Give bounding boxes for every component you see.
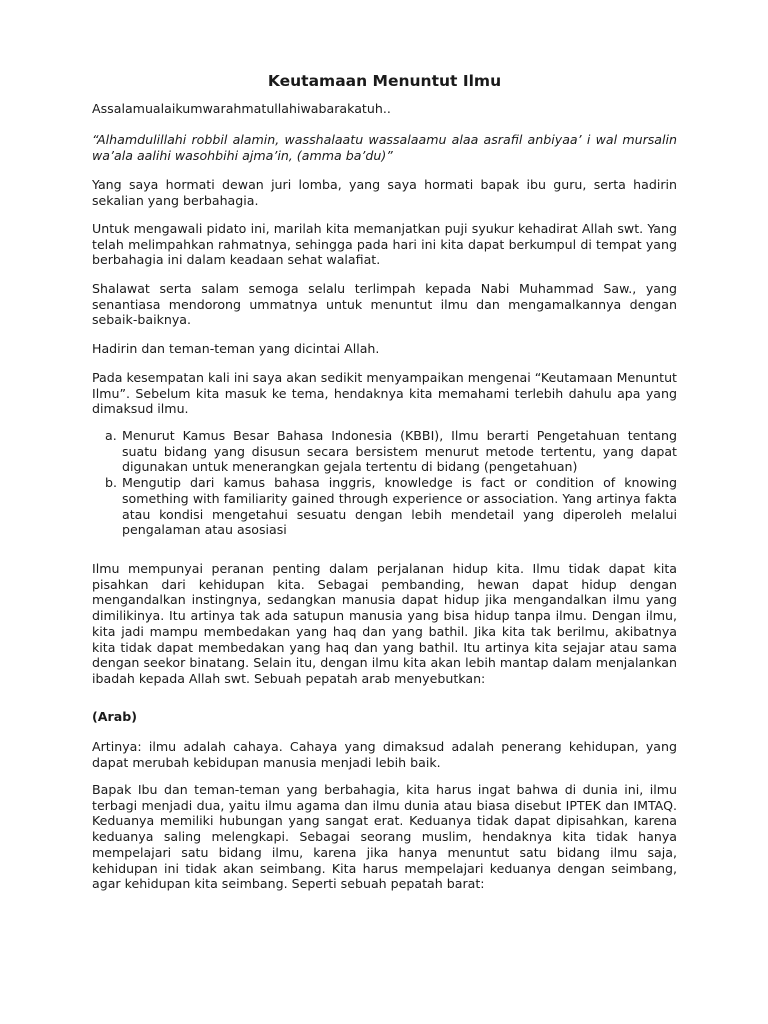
list-marker: b.	[105, 475, 117, 491]
document-title: Keutamaan Menuntut Ilmu	[267, 72, 502, 90]
list-item-text: Menurut Kamus Besar Bahasa Indonesia (KBBI), Ilmu berarti Pengetahuan tentang suatu bidang yang disusun secara bersistem menurut metode tertentu, yang dapat digunakan untuk menerangkan gejala tertentu di bidang (pengetahuan)	[122, 428, 677, 475]
topic-paragraph: Pada kesempatan kali ini saya akan sedikit menyampaikan mengenai “Keutamaan Menuntut Ilmu”. Sebelum kita masuk ke tema, hendaknya kita memahami terlebih dahulu apa yang dimaksud ilmu.	[92, 370, 677, 417]
list-item	[92, 428, 677, 475]
meaning-paragraph: Artinya: ilmu adalah cahaya. Cahaya yang dimaksud adalah penerang kehidupan, yang dapat merubah kebidupan manusia menjadi lebih baik.	[92, 739, 677, 770]
importance-paragraph: Ilmu mempunyai peranan penting dalam perjalanan hidup kita. Ilmu tidak dapat kita pisahkan dari kehidupan kita. Sebagai pembanding, hewan dapat hidup dengan mengandalkan instingnya, sedangkan manusia dapat hidup jika mengandalkan ilmu yang dimilikinya. Itu artinya tak ada satupun manusia yang bisa hidup tanpa ilmu. Dengan ilmu, kita jadi mampu membedakan yang haq dan yang bathil. Jika kita tak berilmu, akibatnya kita tidak dapat membedakan yang haq dan yang bathil. Itu artinya kita sejajar atau sama dengan seekor binatang. Selain itu, dengan ilmu kita akan lebih mantap dalam menjalankan ibadah kepada Allah swt. Sebuah pepatah arab menyebutkan:	[92, 561, 677, 686]
audience-paragraph: Hadirin dan teman-teman yang dicintai Allah.	[92, 341, 380, 356]
respect-paragraph: Yang saya hormati dewan juri lomba, yang saya hormati bapak ibu guru, serta hadirin sekalian yang berbahagia.	[92, 177, 677, 208]
list-item	[92, 475, 677, 538]
gratitude-paragraph: Untuk mengawali pidato ini, marilah kita memanjatkan puji syukur kehadirat Allah swt. Yang telah melimpahkan rahmatnya, sehingga pada hari ini kita dapat berkumpul di tempat yang berbahagia ini dalam keadaan sehat walafiat.	[92, 221, 677, 268]
arab-label: (Arab)	[92, 709, 137, 724]
division-paragraph: Bapak Ibu dan teman-teman yang berbahagia, kita harus ingat bahwa di dunia ini, ilmu terbagi menjadi dua, yaitu ilmu agama dan ilmu dunia atau biasa disebut IPTEK dan IMTAQ. Keduanya memiliki hubungan yang sangat erat. Keduanya tidak dapat dipisahkan, karena keduanya saling melengkapi. Sebagai seorang muslim, hendaknya kita tidak hanya mempelajari satu bidang ilmu, karena jika hanya menuntut satu bidang ilmu saja, kehidupan ini tidak akan seimbang. Kita harus mempelajari keduanya dengan seimbang, agar kehidupan kita seimbang. Seperti sebuah pepatah barat:	[92, 782, 677, 892]
list-marker: a.	[105, 428, 117, 443]
list-item-text: Mengutip dari kamus bahasa inggris, knowledge is fact or condition of knowing something with familiarity gained through experience or association. Yang artinya fakta atau kondisi mengetahui sesuatu dengan lebih mendetail yang diperoleh melalui pengalaman atau asosiasi	[122, 475, 677, 538]
opening-arabic-paragraph: “Alhamdulillahi robbil alamin, wasshalaatu wassalaamu alaa asrafil anbiyaa’ i wal mursalin wa’ala aalihi wasohbihi ajma’in, (amma ba’du)”	[92, 132, 677, 163]
shalawat-paragraph: Shalawat serta salam semoga selalu terlimpah kepada Nabi Muhammad Saw., yang senantiasa mendorong ummatnya untuk menuntut ilmu dan mengamalkannya dengan sebaik-baiknya.	[92, 281, 677, 328]
definitions-list	[92, 428, 677, 538]
greeting-paragraph: Assalamualaikumwarahmatullahiwabarakatuh..	[92, 101, 391, 116]
